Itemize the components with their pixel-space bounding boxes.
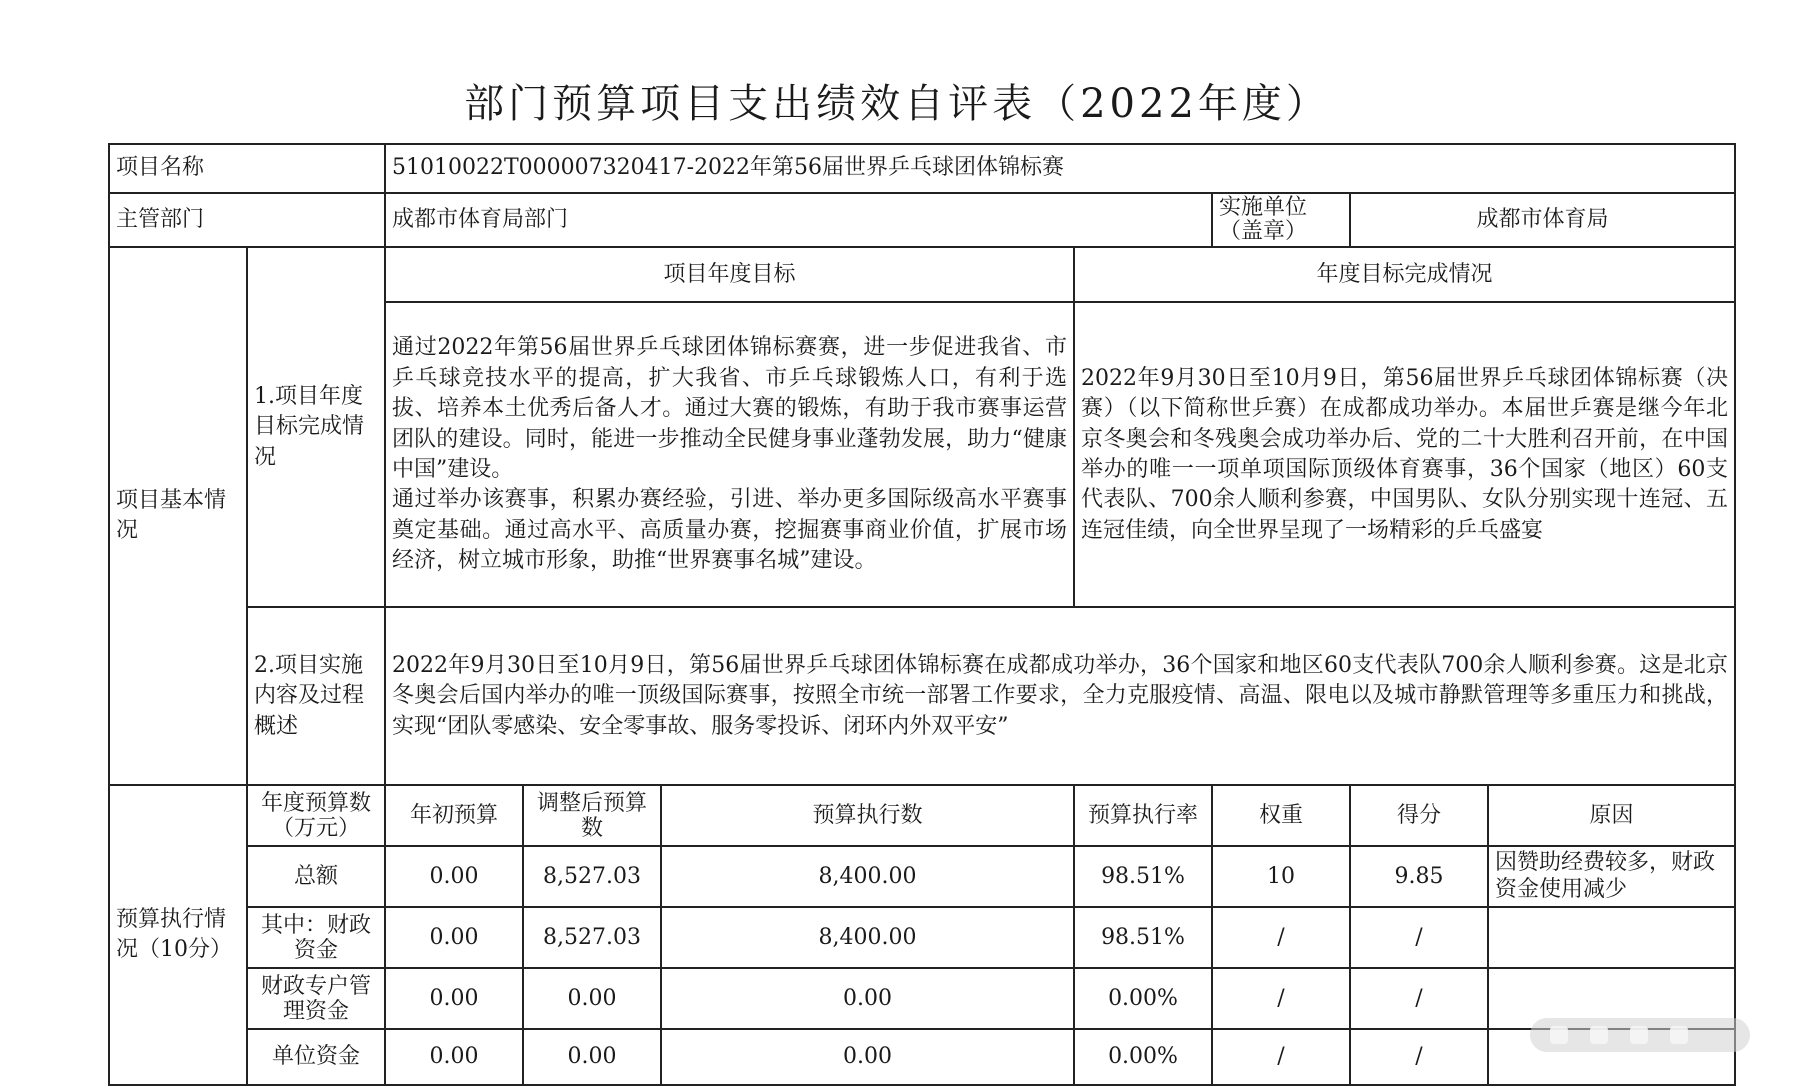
completion-header: 年度目标完成情况 (1074, 247, 1735, 302)
budget-initial: 0.00 (385, 846, 523, 907)
watermark-overlay (1530, 1018, 1750, 1052)
watermark-block-icon (1670, 1026, 1688, 1044)
item2-label: 2.项目实施内容及过程概述 (247, 607, 385, 785)
budget-header-row (109, 785, 1735, 846)
budget-row-label: 总额 (247, 846, 385, 907)
budget-row (109, 846, 1735, 907)
budget-rate: 98.51% (1074, 846, 1212, 907)
budget-header-initial: 年初预算 (385, 785, 523, 846)
budget-weight: / (1212, 907, 1350, 968)
watermark-block-icon (1590, 1026, 1608, 1044)
goal-text (385, 302, 1074, 607)
watermark-block-icon (1630, 1026, 1648, 1044)
budget-rate: 0.00% (1074, 968, 1212, 1029)
self-evaluation-table (108, 143, 1736, 1086)
overview-row (109, 607, 1735, 785)
budget-row-label: 单位资金 (247, 1029, 385, 1085)
budget-header-annual: 年度预算数（万元） (247, 785, 385, 846)
budget-row (109, 907, 1735, 968)
budget-executed: 0.00 (661, 968, 1074, 1029)
budget-row (109, 1029, 1735, 1085)
budget-executed: 8,400.00 (661, 846, 1074, 907)
budget-header-adjusted: 调整后预算数 (523, 785, 661, 846)
budget-header-executed: 预算执行数 (661, 785, 1074, 846)
watermark-block-icon (1550, 1026, 1568, 1044)
budget-adjusted: 8,527.03 (523, 846, 661, 907)
budget-score: / (1350, 1029, 1488, 1085)
budget-rate: 0.00% (1074, 1029, 1212, 1085)
budget-initial: 0.00 (385, 968, 523, 1029)
budget-row (109, 968, 1735, 1029)
overview-text: 2022年9月30日至10月9日，第56届世界乒乓球团体锦标赛在成都成功举办，36个国家和地区60支代表队700余人顺利参赛。这是北京冬奥会后国内举办的唯一顶级国际赛事，按照全市统一部署工作要求，全力克服疫情、高温、限电以及城市静默管理等多重压力和挑战，实现“团队零感染、安全零事故、服务零投诉、闭环内外双平安” (385, 607, 1735, 785)
budget-header-score: 得分 (1350, 785, 1488, 846)
goal-paragraph-2: 通过举办该赛事，积累办赛经验，引进、举办更多国际级高水平赛事奠定基础。通过高水平、高质量办赛，挖掘赛事商业价值，扩展市场经济，树立城市形象，助推“世界赛事名城”建设。 (392, 487, 1068, 573)
impl-unit-value: 成都市体育局 (1350, 193, 1735, 247)
impl-unit-label: 实施单位（盖章） (1212, 193, 1350, 247)
goal-header: 项目年度目标 (385, 247, 1074, 302)
budget-rate: 98.51% (1074, 907, 1212, 968)
budget-score: / (1350, 907, 1488, 968)
budget-initial: 0.00 (385, 907, 523, 968)
budget-row-label: 其中：财政资金 (247, 907, 385, 968)
budget-header-reason: 原因 (1488, 785, 1735, 846)
project-name-label: 项目名称 (109, 144, 385, 193)
budget-header-weight: 权重 (1212, 785, 1350, 846)
budget-adjusted: 0.00 (523, 1029, 661, 1085)
budget-weight: 10 (1212, 846, 1350, 907)
budget-score: 9.85 (1350, 846, 1488, 907)
budget-score: / (1350, 968, 1488, 1029)
goal-header-row (109, 247, 1735, 302)
budget-reason: 因赞助经费较多，财政资金使用减少 (1488, 846, 1735, 907)
budget-reason (1488, 907, 1735, 968)
department-row (109, 193, 1735, 247)
dept-value: 成都市体育局部门 (385, 193, 1212, 247)
completion-text: 2022年9月30日至10月9日，第56届世界乒乓球团体锦标赛（决赛）（以下简称世乒赛）在成都成功举办。本届世乒赛是继今年北京冬奥会和冬残奥会成功举办后、党的二十大胜利召开前，在中国举办的唯一一项单项国际顶级体育赛事，36个国家（地区）60支代表队、700余人顺利参赛，中国男队、女队分别实现十连冠、五连冠佳绩，向全世界呈现了一场精彩的乒乓盛宴 (1074, 302, 1735, 607)
budget-header-rate: 预算执行率 (1074, 785, 1212, 846)
budget-executed: 8,400.00 (661, 907, 1074, 968)
budget-executed: 0.00 (661, 1029, 1074, 1085)
dept-label: 主管部门 (109, 193, 385, 247)
goal-paragraph-1: 通过2022年第56届世界乒乓球团体锦标赛赛，进一步促进我省、市乒乓球竞技水平的提高，扩大我省、市乒乓球锻炼人口，有利于选拔、培养本土优秀后备人才。通过大赛的锻炼，有助于我市赛事运营团队的建设。同时，能进一步推动全民健身事业蓬勃发展，助力“健康中国”建设。 (392, 335, 1068, 482)
basic-info-label: 项目基本情况 (109, 247, 247, 785)
budget-weight: / (1212, 1029, 1350, 1085)
project-name-value: 51010022T000007320417-2022年第56届世界乒乓球团体锦标赛 (385, 144, 1735, 193)
budget-row-label: 财政专户管理资金 (247, 968, 385, 1029)
budget-adjusted: 8,527.03 (523, 907, 661, 968)
budget-adjusted: 0.00 (523, 968, 661, 1029)
budget-initial: 0.00 (385, 1029, 523, 1085)
page-title: 部门预算项目支出绩效自评表（2022年度） (464, 81, 1330, 127)
budget-section-label: 预算执行情况（10分） (109, 785, 247, 1085)
project-name-row (109, 144, 1735, 193)
budget-weight: / (1212, 968, 1350, 1029)
item1-label: 1.项目年度目标完成情况 (247, 247, 385, 607)
